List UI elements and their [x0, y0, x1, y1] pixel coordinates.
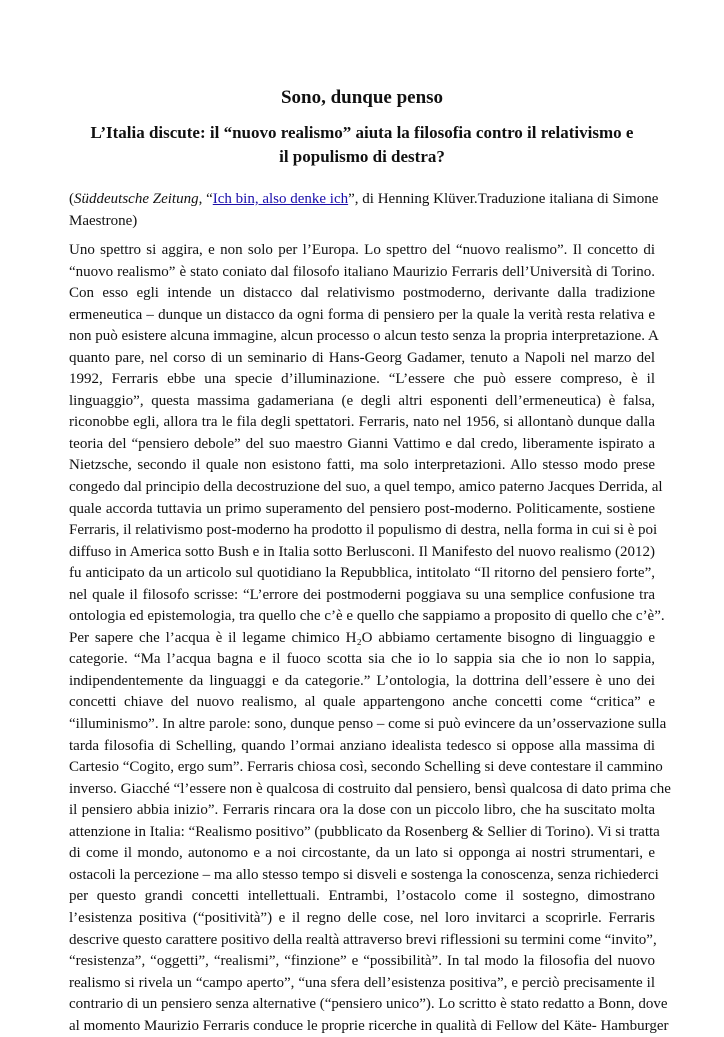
- body-line: concetti chiave del nuovo realismo, al quale appartengono anche concetti come “critica” e: [69, 694, 655, 711]
- body-line: teoria del “pensiero debole” del suo maestro Gianni Vattimo e dal credo, liberamente ispirato a: [69, 435, 655, 452]
- source-line-2: Maestrone): [69, 212, 138, 229]
- document-subtitle: L’Italia discute: il “nuovo realismo” aiuta la filosofia contro il relativismo e il populismo di destra?: [90, 123, 634, 166]
- body-line: quale accorda tuttavia un primo superamento del pensiero post-moderno. Politicamente, sostiene: [69, 500, 655, 517]
- body-line: “illuminismo”. In altre parole: sono, dunque penso – come si può evincere da un’osservazione sulla: [69, 716, 667, 733]
- body-line: il pensiero abbia inizio”. Ferraris rincara ora la dose con un piccolo libro, che ha suscitato molta: [69, 802, 655, 819]
- body-line: diffuso in America sotto Bush e in Italia sotto Berlusconi. Il Manifesto del nuovo realismo (2012): [69, 543, 655, 560]
- body-line: descrive questo carattere positivo della realtà attraverso brevi riflessioni su termini come “invito”,: [69, 931, 657, 948]
- source-author-translator: ”, di Henning Klüver.Traduzione italiana di Simone: [348, 191, 659, 207]
- body-line: ontologia ed epistemologia, tra quello che c’è e quello che sappiamo a proposito di quello che c’è”.: [69, 608, 665, 625]
- body-line: non può esistere alcuna immagine, alcun processo o alcun testo senza la propria interpretazione. A: [69, 328, 659, 345]
- body-line: Cartesio “Cogito, ergo sum”. Ferraris chiosa così, secondo Schelling si deve contestare il cammino: [69, 759, 663, 776]
- body-line: indipendentemente da linguaggi e da categorie.” L’ontologia, la dottrina dell’essere è uno dei: [69, 672, 655, 689]
- article-link[interactable]: Ich bin, also denke ich: [212, 191, 349, 207]
- body-line: linguaggio”, questa massima gadameriana (e degli altri esponenti dell’ermeneutica) è falsa,: [69, 392, 655, 409]
- body-line: “nuovo realismo” è stato coniato dal filosofo italiano Maurizio Ferraris dell’Università di Torino.: [69, 263, 655, 280]
- body-line: ostacoli la percezione – ma allo stesso tempo si disveli e sostenga la conoscenza, senza richiederci: [69, 866, 659, 883]
- body-line: l’esistenza positiva (“positività”) e il regno delle cose, nel loro invitarci a scoprirle. Ferraris: [69, 909, 655, 926]
- body-line: “resistenza”, “oggetti”, “realismi”, “finzione” e “possibilità”. In tal modo la filosofia del nuovo: [69, 953, 655, 970]
- body-line: tarda filosofia di Schelling, quando l’ormai anziano idealista tedesco si oppose alla massima di: [69, 737, 655, 754]
- body-line: Per sapere che l’acqua è il legame chimico H₂O abbiamo certamente bisogno di linguaggio e: [69, 629, 655, 646]
- article-body: [69, 240, 671, 1037]
- body-line: 1992, Ferraris ebbe una specie d’illuminazione. “L’essere che può essere compreso, è il: [69, 371, 655, 388]
- body-line: attenzione in Italia: “Realismo positivo” (pubblicato da Rosenberg & Sellier di Torino). Vi si tratta: [69, 823, 660, 840]
- body-line: Con esso egli intende un distacco dal relativismo postmoderno, derivante dalla tradizione: [69, 285, 655, 302]
- body-line: riconobbe egli, allora tra le fila degli spettatori. Ferraris, nato nel 1956, si allontanò dunque dalla: [69, 414, 655, 431]
- body-line: Uno spettro si aggira, e non solo per l’Europa. Lo spettro del “nuovo realismo”. Il concetto di: [69, 242, 655, 258]
- source-separator: , “: [198, 191, 213, 207]
- body-line: fu anticipato da un articolo sul quotidiano la Repubblica, intitolato “Il ritorno del pensiero forte”,: [69, 565, 655, 582]
- body-line: per questo grandi concetti intellettuali. Entrambi, l’ostacolo come il sostegno, dimostrano: [69, 888, 655, 905]
- body-line: inverso. Giacché “l’essere non è qualcosa di costruito dal pensiero, bensì qualcosa di dato prima che: [69, 780, 671, 797]
- source-citation: [69, 189, 659, 232]
- source-line-1: [69, 189, 659, 211]
- body-line: al momento Maurizio Ferraris conduce le proprie ricerche in qualità di Fellow del Käte- Hamburger: [69, 1017, 669, 1034]
- newspaper-name: Süddeutsche Zeitung: [74, 191, 199, 207]
- body-line: categorie. “Ma l’acqua bagna e il fuoco scotta sia che io lo sappia sia che io non lo sappia,: [69, 651, 655, 668]
- body-line: congedo dal principio della decostruzione del suo, a quel tempo, amico paterno Jacques Derrida, al: [69, 479, 663, 496]
- body-line: quanto pare, nel corso di un seminario di Hans-Georg Gadamer, tenuto a Napoli nel marzo del: [69, 349, 655, 366]
- body-line: Nietzsche, secondo il quale non esistono fatti, ma solo interpretazioni. Allo stesso modo prese: [69, 457, 655, 474]
- body-line: contrario di un pensiero senza alternative (“pensiero unico”). Lo scritto è stato redatto a Bonn, dove: [69, 996, 668, 1013]
- body-line: nel quale il filosofo scrisse: “L’errore dei postmoderni poggiava su una semplice confusione tra: [69, 586, 655, 603]
- body-line: realismo si rivela un “campo aperto”, “una sfera dell’esistenza positiva”, e perciò precisamente il: [69, 974, 655, 991]
- document-title: Sono, dunque penso: [280, 87, 444, 108]
- source-open-paren: (: [69, 191, 74, 207]
- body-line: Ferraris, il relativismo post-moderno ha prodotto il populismo di destra, nella forma in cui si è poi: [69, 522, 658, 539]
- body-line: di come il mondo, autonomo e a noi circostante, da un lato si opponga ai nostri strumentari, e: [69, 845, 655, 862]
- body-line: ermeneutica – dunque un distacco da ogni forma di pensiero per la quale la verità resta relativa e: [69, 306, 655, 323]
